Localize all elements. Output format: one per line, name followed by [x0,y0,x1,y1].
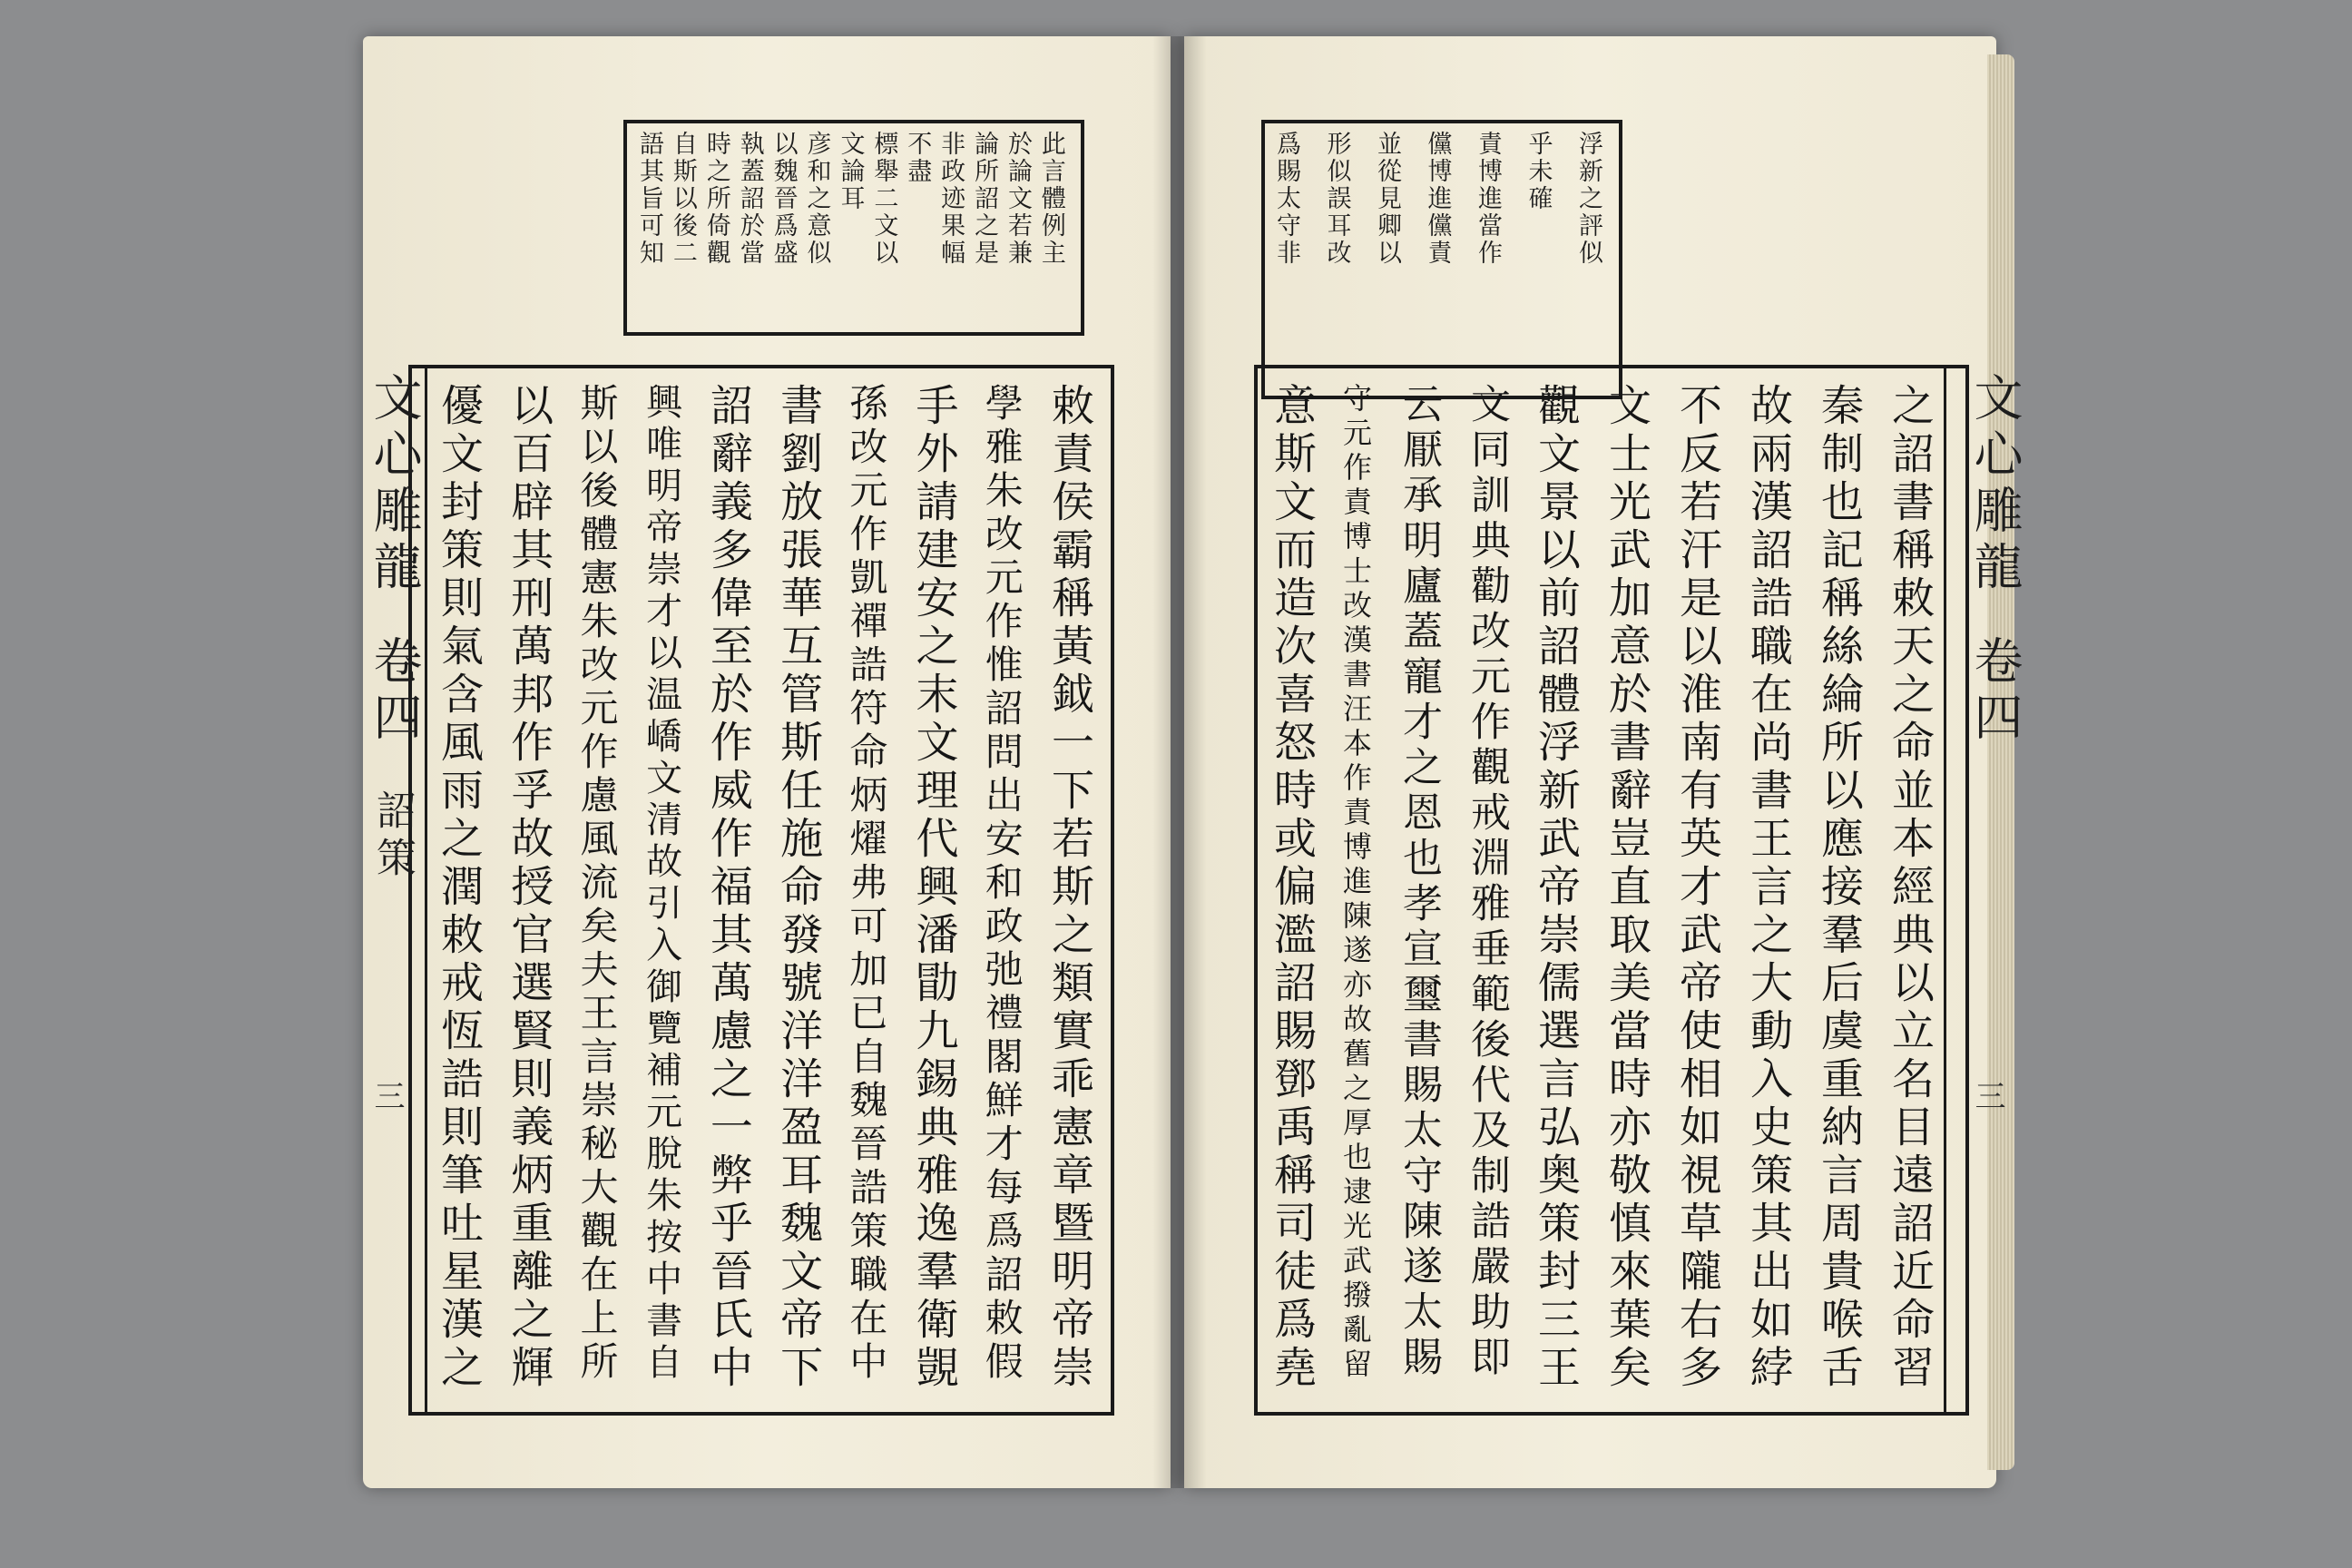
text-column: 不反若汗是以淮南有英才武帝使相如視草隴右多 [1672,383,1722,1393]
headnote-column: 彦和之意似 [802,131,831,267]
left-margin-title: 文心雕龍 [366,372,423,597]
text-column: 故兩漢詔誥職在尚書王言之大動入史策其出如綍 [1743,383,1793,1393]
right-frame-inner-rule [1944,365,1946,1412]
right-text-columns [1267,383,1935,1395]
left-headnote [637,131,1063,321]
headnote-column: 責博進當作 [1474,131,1502,267]
headnote-column: 標舉二文以 [869,131,898,267]
headnote-column: 於論文若兼 [1003,131,1032,267]
headnote-column: 非政迹果幅 [936,131,965,267]
headnote-column: 形似誤耳改 [1322,131,1351,267]
headnote-column: 語其旨可知 [635,131,663,267]
headnote-column: 爲賜太守非 [1272,131,1300,267]
open-book [354,36,2024,1524]
book-gutter [1152,36,1207,1488]
text-column: 孫改元作凱禪誥符命炳燿弗可加已自魏晉誥策職在中 [844,383,889,1385]
headnote-column: 時之所倚觀 [701,131,730,267]
right-headnote [1274,131,1601,385]
text-column: 學雅朱改元作惟詔問出安和政弛禮閣鮮才每爲詔敕假 [979,383,1024,1385]
text-column: 手外請建安之末文理代興潘勖九錫典雅逸羣衛覬 [908,383,959,1393]
text-column: 詔辭義多偉至於作威作福其萬慮之一弊乎晉氏中 [702,383,753,1393]
text-column: 文士光武加意於書辭豈直取美當時亦敬慎來葉矣 [1602,383,1651,1393]
headnote-column: 乎未確 [1524,131,1553,212]
headnote-column: 並從見卿以 [1373,131,1401,267]
right-margin-volume: 卷四 [1966,635,2024,748]
headnote-column: 以魏晉爲盛 [769,131,798,267]
headnote-column: 儻博進儻責 [1423,131,1452,267]
page-edges [1987,54,2014,1470]
headnote-column: 自斯以後二 [668,131,697,267]
headnote-column: 論所詔之是 [970,131,999,267]
left-margin-chapter: 詔策 [369,789,416,884]
text-column: 斯以後體憲朱改元作慮風流矣夫王言崇秘大觀在上所 [574,383,620,1385]
text-column: 書劉放張華互管斯任施命發號洋洋盈耳魏文帝下 [773,383,824,1393]
left-margin-volume: 卷四 [366,635,423,748]
headnote-column: 文論耳 [836,131,865,212]
text-column: 云厭承明廬蓋寵才之恩也孝宣璽書賜太守陳遂太賜 [1396,383,1442,1381]
right-page-number: 三 [1969,1080,2005,1111]
text-column: 之詔書稱敕天之命並本經典以立名目遠詔近命習 [1885,383,1935,1393]
headnote-column: 此言體例主 [1036,131,1065,267]
text-column: 敕責侯霸稱黃鉞一下若斯之類實乖憲章暨明帝崇 [1044,383,1094,1393]
text-column: 以百辟其刑萬邦作孚故授官選賢則義炳重離之輝 [504,383,554,1393]
left-page-number: 三 [368,1080,405,1111]
left-text-columns [434,383,1094,1395]
text-column: 秦制也記稱絲綸所以應接羣后虞重納言周貴喉舌 [1814,383,1864,1393]
text-column: 意斯文而造次喜怒時或偏濫詔賜鄧禹稱司徒爲堯 [1267,383,1317,1393]
headnote-column: 執蓋詔於當 [735,131,764,267]
text-column: 優文封策則氣含風雨之潤敕戒恆誥則筆吐星漢之 [434,383,484,1393]
text-column: 興唯明帝崇才以温嶠文清故引入御覽補元脫朱按中書自 [640,383,682,1385]
text-column: 守元作責博士改漢書汪本作責博進陳遂亦故舊之厚也逮光武撥亂留 [1338,383,1373,1383]
headnote-column: 不盡 [903,131,932,185]
headnote-column: 浮新之評似 [1574,131,1602,267]
text-column: 觀文景以前詔體浮新武帝崇儒選言弘奥策封三王 [1531,383,1581,1393]
right-margin-title: 文心雕龍 [1966,372,2024,597]
text-column: 文同訓典勸改元作觀戒淵雅垂範後代及制誥嚴助即 [1464,383,1510,1381]
